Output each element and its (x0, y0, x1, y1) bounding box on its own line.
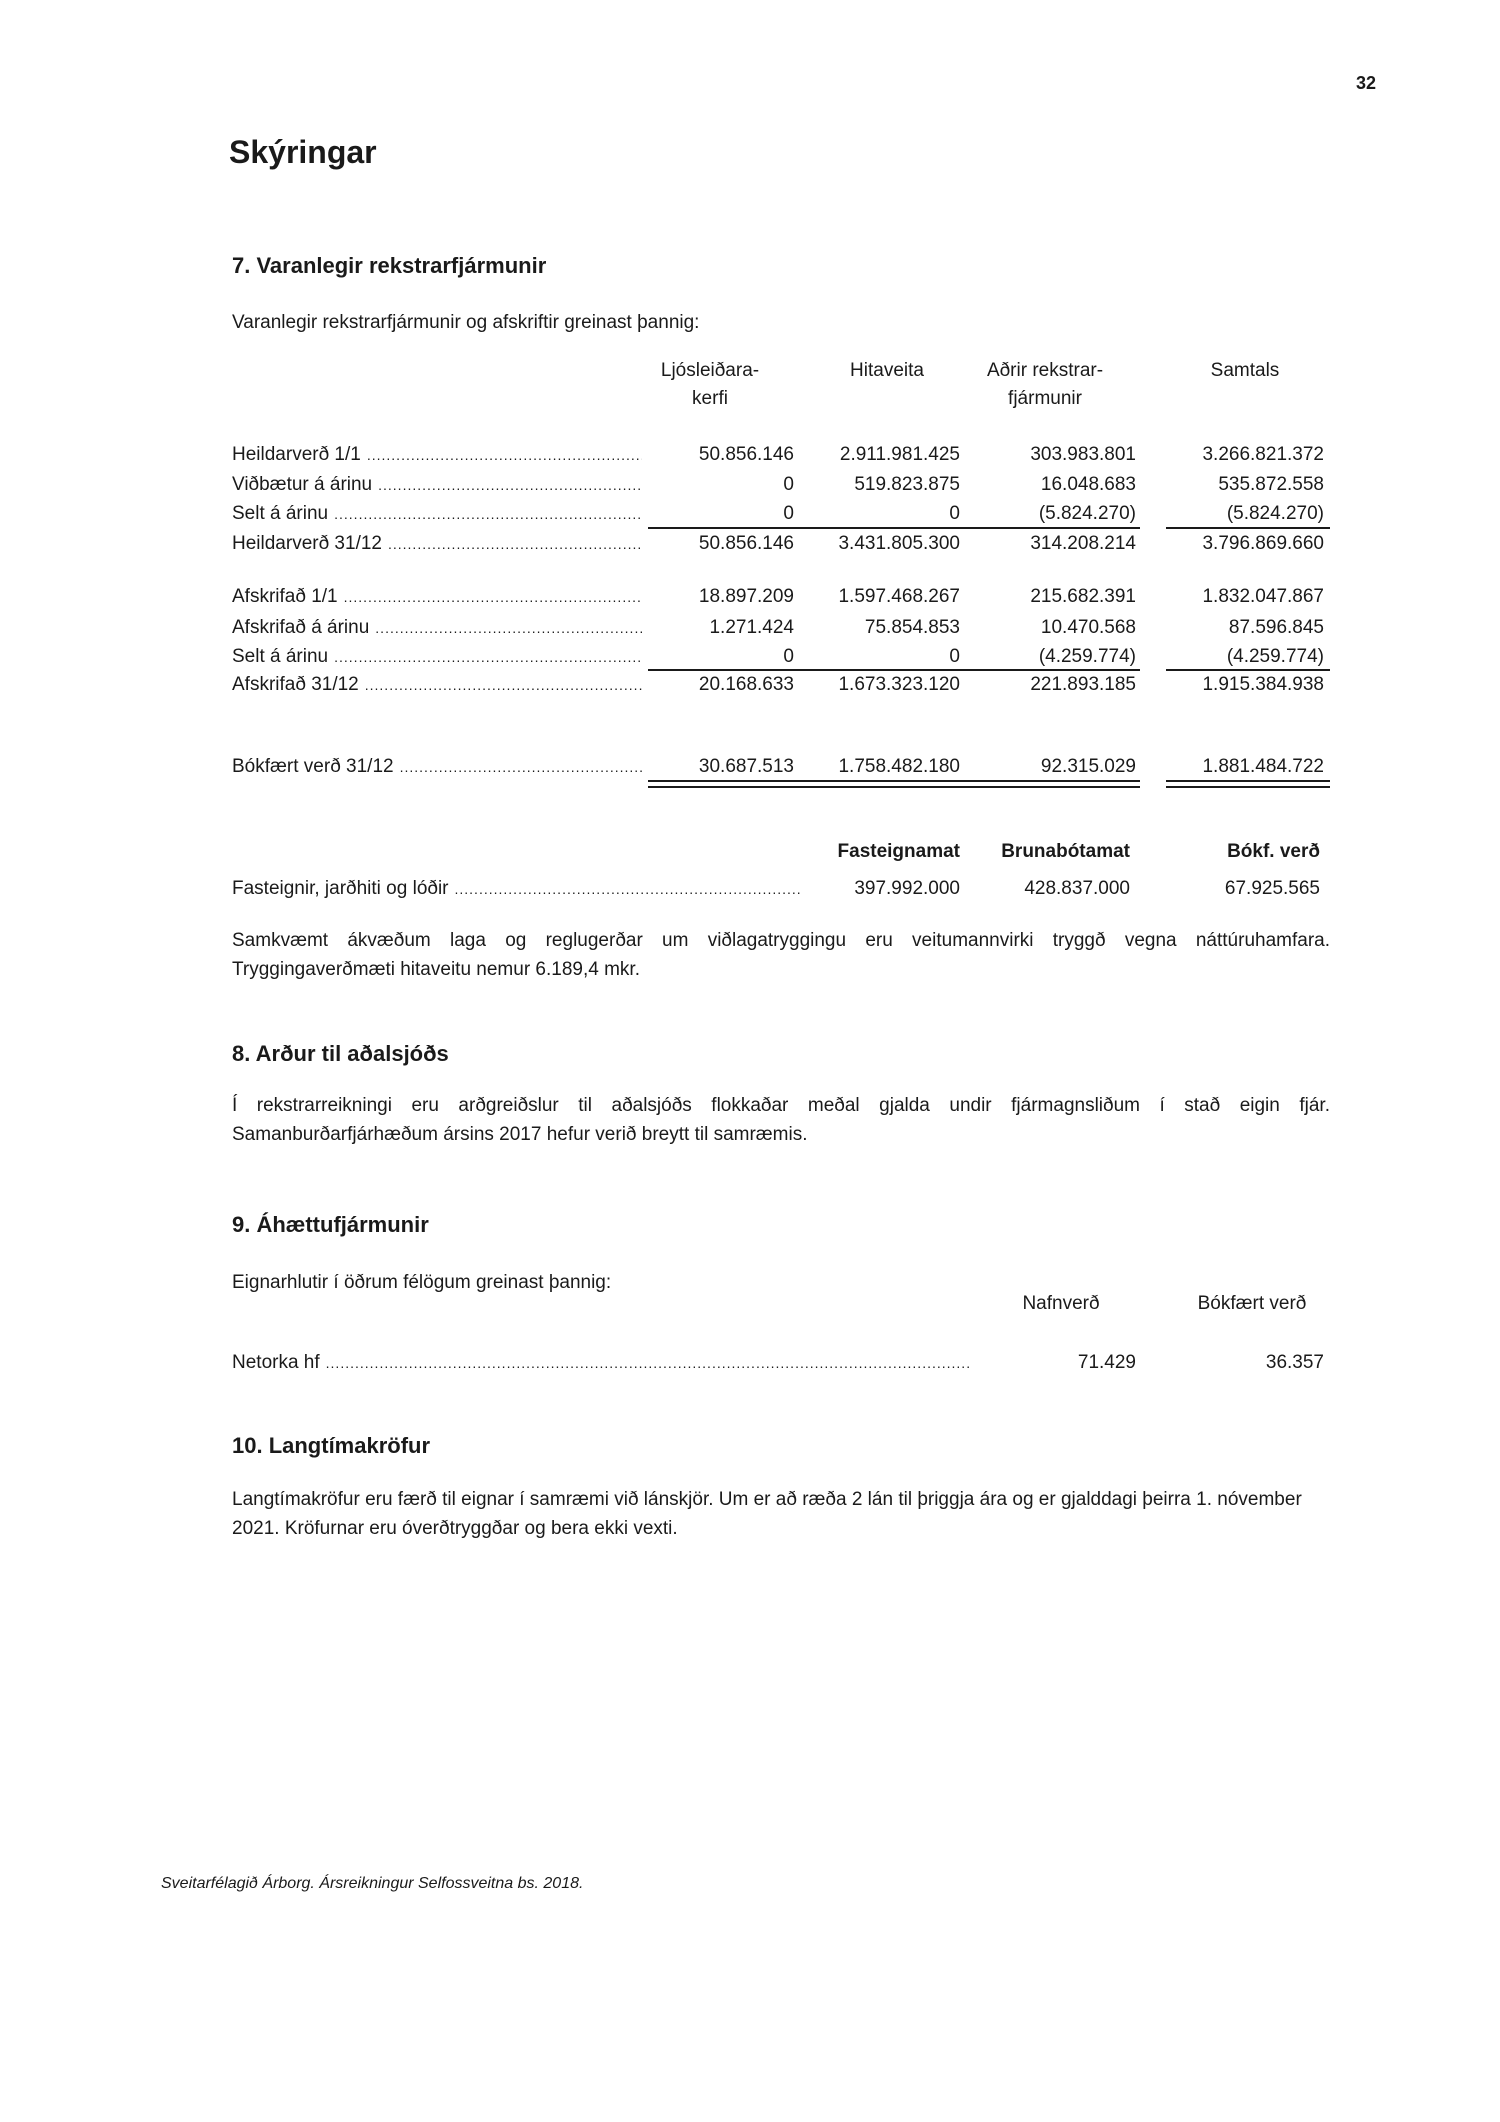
row-value: 20.168.633 (698, 674, 794, 695)
property-label: Fasteignir, jarðhiti og lóðir ..... (232, 879, 802, 898)
row-label: Viðbætur á árinu ..... (232, 475, 642, 494)
note10-paragraph: Langtímakröfur eru færð til eignar í samræmi við lánskjör. Um er að ræða 2 lán til þriggja ára og er gjalddagi þeirra 1. nóvember 2021. Kröfurnar eru óverðtryggðar og bera ekki vexti. (232, 1489, 1302, 1539)
property-header-bokf-verd: Bókf. verð (1227, 841, 1320, 862)
note7-paragraph: Samkvæmt ákvæðum laga og reglugerðar um viðlagatryggingu eru veitumannvirki tryggð vegna náttúruhamfara. Tryggingaverðmæti hitaveitu nemur 6.189,4 mkr. (232, 930, 1330, 980)
row-value: 16.048.683 (1040, 474, 1136, 495)
row-value: 215.682.391 (1030, 586, 1136, 607)
row-value: 3.796.869.660 (1202, 533, 1324, 554)
row-value: 0 (949, 646, 960, 667)
row-value: 10.470.568 (1040, 617, 1136, 638)
row-value: 1.915.384.938 (1202, 674, 1324, 695)
row-value: 0 (783, 503, 794, 524)
page-number: 32 (1356, 73, 1377, 93)
row-value: 0 (949, 503, 960, 524)
row-value: 1.673.323.120 (838, 674, 960, 695)
row-value: 1.758.482.180 (838, 756, 960, 777)
note9-header-bokfaert-verd: Bókfært verð (1197, 1293, 1307, 1314)
row-label: Bókfært verð 31/12 ..... (232, 757, 642, 776)
col-header-hitaveita: Hitaveita (850, 360, 924, 381)
row-value: 314.208.214 (1030, 533, 1136, 554)
note10-heading: 10. Langtímakröfur (232, 1433, 431, 1458)
row-label: Selt á árinu ..... (232, 504, 642, 523)
row-value: 0 (783, 646, 794, 667)
row-value: 1.597.468.267 (838, 586, 960, 607)
row-value: 50.856.146 (698, 444, 794, 465)
note7-heading: 7. Varanlegir rekstrarfjármunir (232, 253, 547, 278)
row-value: (5.824.270) (1226, 503, 1324, 524)
note7-intro: Varanlegir rekstrarfjármunir og afskriftir greinast þannig: (232, 312, 700, 333)
property-value: 67.925.565 (1224, 878, 1320, 899)
row-value: 519.823.875 (854, 474, 960, 495)
col-header-ljosleidara: Ljósleiðara- kerfi (660, 360, 760, 409)
row-value: 535.872.558 (1218, 474, 1324, 495)
row-value: 75.854.853 (864, 617, 960, 638)
property-header-brunabotamat: Brunabótamat (1001, 841, 1130, 862)
note9-header-nafnverd: Nafnverð (1022, 1293, 1100, 1314)
row-value: 2.911.981.425 (839, 444, 960, 465)
row-value: (4.259.774) (1038, 646, 1136, 667)
row-value: (4.259.774) (1226, 646, 1324, 667)
row-value: (5.824.270) (1038, 503, 1136, 524)
row-value: 0 (783, 474, 794, 495)
row-value: 3.266.821.372 (1202, 444, 1324, 465)
netorka-bokfaert-verd: 36.357 (1265, 1352, 1324, 1373)
row-value: 1.832.047.867 (1202, 586, 1324, 607)
row-label: Afskrifað á árinu ..... (232, 618, 642, 637)
property-header-fasteignamat: Fasteignamat (837, 841, 960, 862)
property-value: 397.992.000 (854, 878, 960, 899)
row-value: 18.897.209 (698, 586, 794, 607)
row-value: 3.431.805.300 (838, 533, 960, 554)
row-label: Heildarverð 31/12 ..... (232, 534, 642, 553)
row-value: 1.881.484.722 (1202, 756, 1324, 777)
row-label: Afskrifað 1/1 ..... (232, 587, 642, 606)
col-header-adrir: Aðrir rekstrar- fjármunir (986, 360, 1104, 409)
row-value: 303.983.801 (1030, 444, 1136, 465)
row-label: Selt á árinu ..... (232, 647, 642, 666)
row-label: Afskrifað 31/12 ..... (232, 675, 642, 694)
row-value: 1.271.424 (709, 617, 794, 638)
col-header-samtals: Samtals (1210, 360, 1280, 381)
footer: Sveitarfélagið Árborg. Ársreikningur Selfossveitna bs. 2018. (161, 1875, 584, 1892)
row-value: 92.315.029 (1040, 756, 1136, 777)
page-title: Skýringar (229, 134, 377, 170)
row-value: 221.893.185 (1030, 674, 1136, 695)
note8-heading: 8. Arður til aðalsjóðs (232, 1041, 449, 1066)
row-label: Heildarverð 1/1 ..... (232, 445, 642, 464)
note9-intro: Eignarhlutir í öðrum félögum greinast þannig: (232, 1272, 612, 1293)
row-value: 30.687.513 (698, 756, 794, 777)
note9-heading: 9. Áhættufjármunir (232, 1212, 429, 1237)
row-value: 50.856.146 (698, 533, 794, 554)
property-value: 428.837.000 (1024, 878, 1130, 899)
note8-paragraph: Í rekstrarreikningi eru arðgreiðslur til aðalsjóðs flokkaðar meðal gjalda undir fjármagnsliðum í stað eigin fjár. Samanburðarfjárhæðum ársins 2017 hefur verið breytt til samræmis. (232, 1095, 1330, 1145)
row-value: 87.596.845 (1228, 617, 1324, 638)
netorka-nafnverd: 71.429 (1077, 1352, 1136, 1373)
netorka-label: Netorka hf ..... (232, 1353, 972, 1372)
